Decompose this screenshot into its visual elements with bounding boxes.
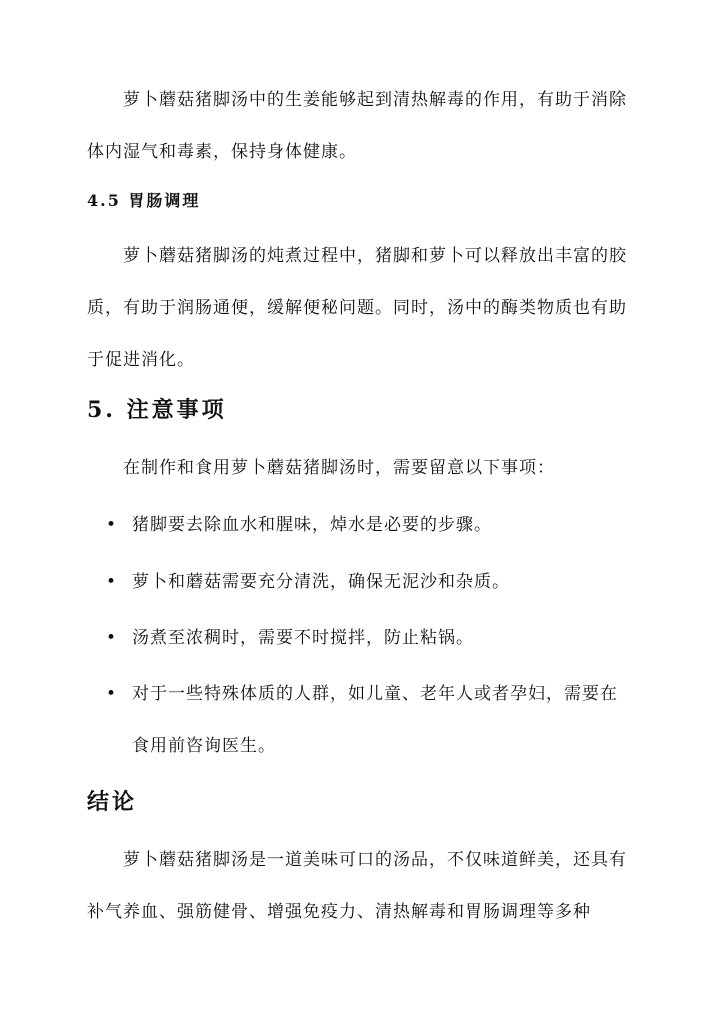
bullet-dot: • bbox=[106, 628, 118, 648]
list-item-text: 猪脚要去除血水和腥味，焯水是必要的步骤。 bbox=[132, 515, 492, 535]
heading-5-precautions: 5. 注意事项 bbox=[87, 397, 227, 423]
heading-4-5-gastro: 4.5 胃肠调理 bbox=[87, 191, 201, 210]
bullet-dot: • bbox=[106, 515, 118, 535]
bullet-dot: • bbox=[106, 684, 118, 704]
paragraph-precautions-intro: 在制作和食用萝卜蘑菇猪脚汤时，需要留意以下事项： bbox=[123, 458, 555, 478]
list-item-text: 萝卜和蘑菇需要充分清洗，确保无泥沙和杂质。 bbox=[132, 572, 510, 592]
bullet-dot: • bbox=[106, 572, 118, 592]
list-item-text: 对于一些特殊体质的人群，如儿童、老年人或者孕妇，需要在食用前咨询医生。 bbox=[132, 684, 618, 756]
paragraph-conclusion: 萝卜蘑菇猪脚汤是一道美味可口的汤品，不仅味道鲜美，还具有补气养血、强筋健骨、增强免疫力、清热解毒和胃肠调理等多种 bbox=[87, 850, 627, 922]
paragraph-gastro: 萝卜蘑菇猪脚汤的炖煮过程中，猪脚和萝卜可以释放出丰富的胶质，有助于润肠通便，缓解便秘问题。同时，汤中的酶类物质也有助于促进消化。 bbox=[87, 246, 627, 370]
paragraph-ginger-detox: 萝卜蘑菇猪脚汤中的生姜能够起到清热解毒的作用，有助于消除体内湿气和毒素，保持身体健康。 bbox=[87, 90, 627, 162]
list-item-text: 汤煮至浓稠时，需要不时搅拌，防止粘锅。 bbox=[132, 628, 474, 648]
heading-conclusion: 结论 bbox=[87, 789, 138, 815]
